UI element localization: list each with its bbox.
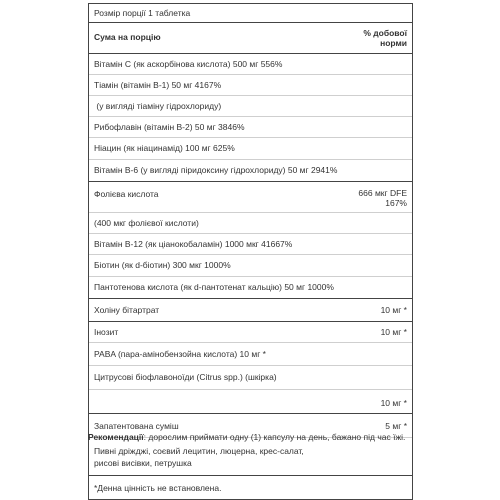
nutrient-row-biotin bbox=[89, 255, 412, 276]
nutrient-row-b12 bbox=[89, 234, 412, 255]
nutrient-text: Вітамін C (як аскорбінова кислота) 500 мг 556% bbox=[94, 58, 283, 69]
nutrient-text: (у вигляді тіаміну гідрохлориду) bbox=[94, 100, 222, 111]
nutrient-row-pantothenic bbox=[89, 277, 412, 299]
blend-ingredients-line-2: рисові висівки, петрушка bbox=[94, 458, 192, 469]
dv-line-1: % добової bbox=[363, 28, 407, 39]
nutrient-text: Біотин (як d-біотин) 300 мкг 1000% bbox=[94, 260, 231, 271]
daily-value-heading bbox=[363, 28, 407, 48]
nutrient-row-vitamin-c bbox=[89, 54, 412, 75]
blend-ingredients-row bbox=[89, 438, 412, 476]
header-row bbox=[89, 23, 412, 53]
nutrient-text: Вітамін B-6 (у вигляді піридоксину гідрохлориду) 50 мг 2941% bbox=[94, 164, 338, 175]
nutrient-row-niacin bbox=[89, 138, 412, 159]
nutrient-row-choline bbox=[89, 299, 412, 322]
nutrient-text: Пантотенова кислота (як d-пантотенат кальцію) 50 мг 1000% bbox=[94, 281, 334, 292]
inositol-name: Інозит bbox=[94, 327, 119, 337]
nutrient-row-thiamine-form bbox=[89, 96, 412, 117]
blend-ingredients-line-1: Пивні дріжджі, соєвий лецитин, люцерна, крес-салат, bbox=[94, 445, 304, 456]
nutrient-row-folate bbox=[89, 182, 412, 213]
nutrient-row-citrus bbox=[89, 366, 412, 389]
footnote-row bbox=[89, 476, 412, 500]
nutrient-text: (400 мкг фолієвої кислоти) bbox=[94, 218, 199, 229]
nutrient-text: PABA (пара-амінобензойна кислота) 10 мг * bbox=[94, 349, 266, 360]
nutrient-text: Цитрусові біофлавоноїди (Citrus spp.) (шкірка) bbox=[94, 372, 277, 383]
nutrient-row-thiamine bbox=[89, 75, 412, 96]
recommendation-label: Рекомендації bbox=[88, 432, 144, 442]
dv-line-2: норми bbox=[380, 38, 407, 49]
folate-amount bbox=[358, 188, 407, 208]
folate-amount-line-2: 167% bbox=[385, 197, 407, 208]
folate-name: Фолієва кислота bbox=[94, 188, 159, 199]
blend-name: Запатентована суміш bbox=[94, 420, 179, 431]
footnote-text: *Денна цінність не встановлена. bbox=[94, 482, 222, 493]
nutrient-row-folic-acid-note bbox=[89, 213, 412, 234]
nutrient-row-citrus-amount bbox=[89, 390, 412, 414]
blend-amount: 5 мг * bbox=[385, 420, 407, 431]
nutrient-row-vitamin-b6 bbox=[89, 160, 412, 182]
nutrient-text: Тіамін (вітамін B-1) 50 мг 4167% bbox=[94, 79, 222, 90]
recommendation-text: : дорослим приймати одну (1) капсулу на день, бажано під час їжі. bbox=[143, 432, 406, 442]
nutrient-row-riboflavin bbox=[89, 117, 412, 138]
nutrient-row-inositol bbox=[89, 322, 412, 343]
choline-name: Холіну бітартрат bbox=[94, 304, 160, 315]
nutrient-row-paba bbox=[89, 343, 412, 366]
supplement-facts-table bbox=[88, 3, 413, 500]
folate-amount-line-1: 666 мкг DFE bbox=[358, 187, 407, 198]
citrus-amount: 10 мг * bbox=[380, 397, 407, 408]
header-cells bbox=[89, 23, 412, 52]
nutrient-text: Рибофлавін (вітамін B-2) 50 мг 3846% bbox=[94, 122, 245, 133]
recommendation-paragraph bbox=[88, 432, 418, 442]
serving-size-text: Розмір порції 1 таблетка bbox=[94, 8, 191, 18]
serving-size-row bbox=[89, 4, 412, 23]
inositol-amount: 10 мг * bbox=[380, 327, 407, 337]
nutrient-text: Ніацин (як ніацинамід) 100 мг 625% bbox=[94, 143, 235, 154]
amount-per-serving-heading: Сума на порцію bbox=[94, 32, 161, 43]
nutrient-text: Вітамін B-12 (як ціанокобаламін) 1000 мкг 41667% bbox=[94, 239, 293, 250]
choline-amount: 10 мг * bbox=[380, 304, 407, 315]
